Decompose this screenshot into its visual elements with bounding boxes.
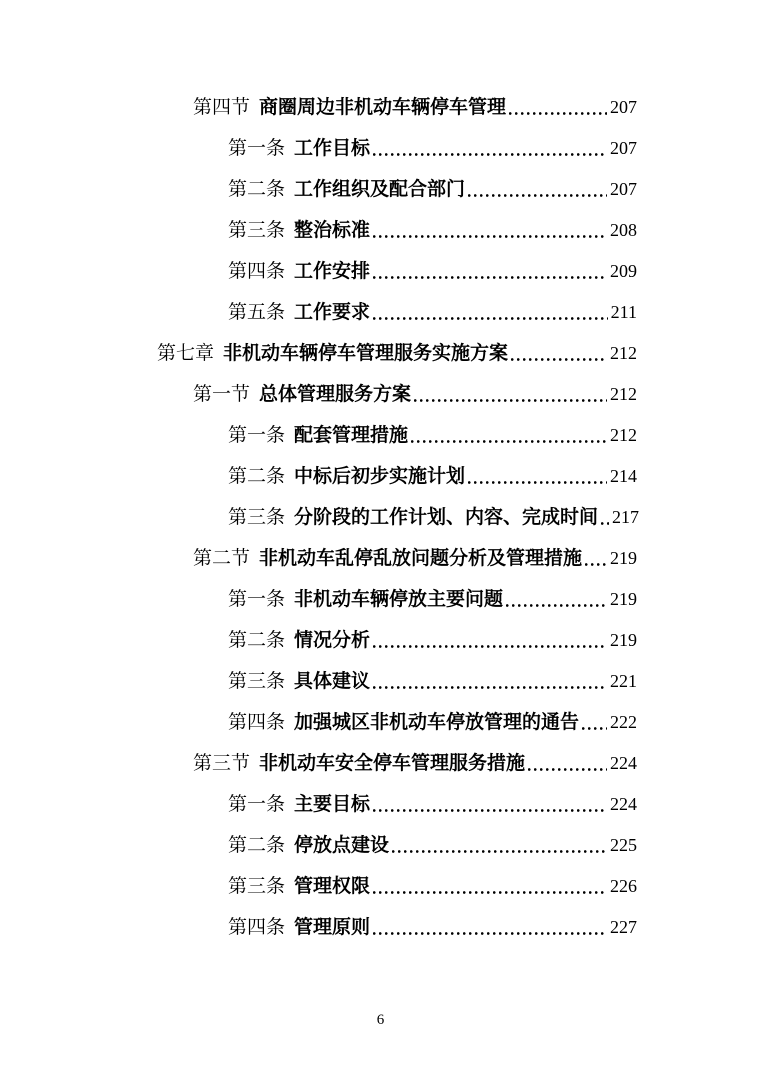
toc-entry-title: 分阶段的工作计划、内容、完成时间 xyxy=(294,507,599,528)
toc-entry-article[interactable] xyxy=(157,611,637,652)
toc-entry-page: 227 xyxy=(610,917,637,937)
toc-entry-page: 219 xyxy=(610,589,637,609)
dot-leader xyxy=(373,932,607,935)
toc-entry-number: 第三条 xyxy=(228,220,286,241)
toc-entry-section[interactable] xyxy=(157,734,637,775)
toc-entry-title: 管理原则 xyxy=(294,917,371,938)
toc-entry-article[interactable] xyxy=(157,652,637,693)
toc-entry-article[interactable] xyxy=(157,775,637,816)
toc-entry-article[interactable] xyxy=(157,898,637,939)
toc-entry-number: 第三节 xyxy=(193,753,251,774)
toc-entry-page: 208 xyxy=(610,220,637,240)
toc-entry-number: 第二条 xyxy=(228,835,286,856)
toc-entry-page: 207 xyxy=(610,179,637,199)
toc-entry-section[interactable] xyxy=(157,78,637,119)
toc-entry-title: 整治标准 xyxy=(294,220,371,241)
dot-leader xyxy=(373,235,607,238)
toc-entry-page: 225 xyxy=(610,835,637,855)
toc-entry-page: 224 xyxy=(610,794,637,814)
toc-entry-article[interactable] xyxy=(157,488,640,529)
toc-entry-number: 第二条 xyxy=(228,179,286,200)
toc-entry-title: 非机动车辆停车管理服务实施方案 xyxy=(223,343,509,364)
toc-entry-page: 226 xyxy=(610,876,637,896)
toc-entry-article[interactable] xyxy=(157,816,637,857)
toc-entry-page: 221 xyxy=(610,671,637,691)
toc-entry-article[interactable] xyxy=(157,447,637,488)
toc-entry-article[interactable] xyxy=(157,119,637,160)
toc-entry-title: 非机动车乱停乱放问题分析及管理措施 xyxy=(259,548,583,569)
toc-entry-title: 工作组织及配合部门 xyxy=(294,179,466,200)
toc-entry-title: 非机动车安全停车管理服务措施 xyxy=(259,753,526,774)
toc-entry-page: 212 xyxy=(610,425,637,445)
toc-entry-title: 总体管理服务方案 xyxy=(259,384,412,405)
dot-leader xyxy=(585,563,607,566)
toc-entry-page: 212 xyxy=(610,343,637,363)
dot-leader xyxy=(601,522,609,525)
toc-entry-number: 第四节 xyxy=(193,97,251,118)
toc-entry-title: 配套管理措施 xyxy=(294,425,409,446)
dot-leader xyxy=(582,727,607,730)
toc-entry-title: 非机动车辆停放主要问题 xyxy=(294,589,504,610)
toc-entry-number: 第四条 xyxy=(228,261,286,282)
toc-entry-section[interactable] xyxy=(157,365,637,406)
dot-leader xyxy=(468,194,607,197)
toc-entry-article[interactable] xyxy=(157,406,637,447)
toc-entry-number: 第七章 xyxy=(157,343,215,364)
dot-leader xyxy=(373,809,607,812)
toc-entry-title: 主要目标 xyxy=(294,794,371,815)
toc-entry-page: 207 xyxy=(610,138,637,158)
toc-entry-article[interactable] xyxy=(157,201,637,242)
toc-entry-number: 第一条 xyxy=(228,589,286,610)
toc-entry-article[interactable] xyxy=(157,283,637,324)
toc-entry-title: 停放点建设 xyxy=(294,835,390,856)
toc-entry-title: 商圈周边非机动车辆停车管理 xyxy=(259,97,507,118)
toc-entry-number: 第三条 xyxy=(228,507,286,528)
toc-entry-number: 第一条 xyxy=(228,794,286,815)
toc-entry-title: 工作要求 xyxy=(294,302,371,323)
dot-leader xyxy=(373,645,607,648)
toc-entry-title: 管理权限 xyxy=(294,876,371,897)
footer-page-number: 6 xyxy=(376,1012,385,1028)
toc-entry-number: 第三条 xyxy=(228,671,286,692)
toc-entry-article[interactable] xyxy=(157,242,637,283)
toc-entry-article[interactable] xyxy=(157,570,637,611)
dot-leader xyxy=(373,153,607,156)
toc-entry-number: 第四条 xyxy=(228,712,286,733)
toc-entry-page: 209 xyxy=(610,261,637,281)
dot-leader xyxy=(373,276,607,279)
toc-entry-page: 207 xyxy=(610,97,637,117)
dot-leader xyxy=(392,850,607,853)
toc-entry-title: 加强城区非机动车停放管理的通告 xyxy=(294,712,580,733)
toc-entry-page: 219 xyxy=(610,630,637,650)
toc-entry-number: 第一节 xyxy=(193,384,251,405)
dot-leader xyxy=(411,440,607,443)
toc-entry-section[interactable] xyxy=(157,529,637,570)
dot-leader xyxy=(506,604,607,607)
toc-entry-page: 224 xyxy=(610,753,637,773)
toc-entry-number: 第一条 xyxy=(228,138,286,159)
toc-entry-number: 第二条 xyxy=(228,466,286,487)
toc-entry-number: 第三条 xyxy=(228,876,286,897)
toc-entry-article[interactable] xyxy=(157,693,637,734)
dot-leader xyxy=(373,686,607,689)
dot-leader xyxy=(528,768,607,771)
toc-entry-title: 工作目标 xyxy=(294,138,371,159)
toc-entry-article[interactable] xyxy=(157,160,637,201)
toc-entry-number: 第二条 xyxy=(228,630,286,651)
toc-entry-page: 214 xyxy=(610,466,637,486)
dot-leader xyxy=(511,358,607,361)
dot-leader xyxy=(373,891,607,894)
table-of-contents xyxy=(157,78,640,939)
toc-entry-page: 212 xyxy=(610,384,637,404)
dot-leader xyxy=(468,481,607,484)
toc-entry-page: 211 xyxy=(610,302,637,322)
toc-entry-title: 情况分析 xyxy=(294,630,371,651)
toc-entry-number: 第四条 xyxy=(228,917,286,938)
toc-entry-chapter[interactable] xyxy=(157,324,637,365)
toc-entry-title: 中标后初步实施计划 xyxy=(294,466,466,487)
dot-leader xyxy=(509,112,607,115)
toc-entry-page: 217 xyxy=(612,507,640,527)
toc-entry-title: 具体建议 xyxy=(294,671,371,692)
toc-entry-page: 219 xyxy=(610,548,637,568)
toc-entry-number: 第二节 xyxy=(193,548,251,569)
toc-entry-article[interactable] xyxy=(157,857,637,898)
dot-leader xyxy=(373,317,608,320)
toc-entry-title: 工作安排 xyxy=(294,261,371,282)
dot-leader xyxy=(414,399,607,402)
toc-entry-number: 第一条 xyxy=(228,425,286,446)
toc-entry-number: 第五条 xyxy=(228,302,286,323)
toc-entry-page: 222 xyxy=(610,712,637,732)
